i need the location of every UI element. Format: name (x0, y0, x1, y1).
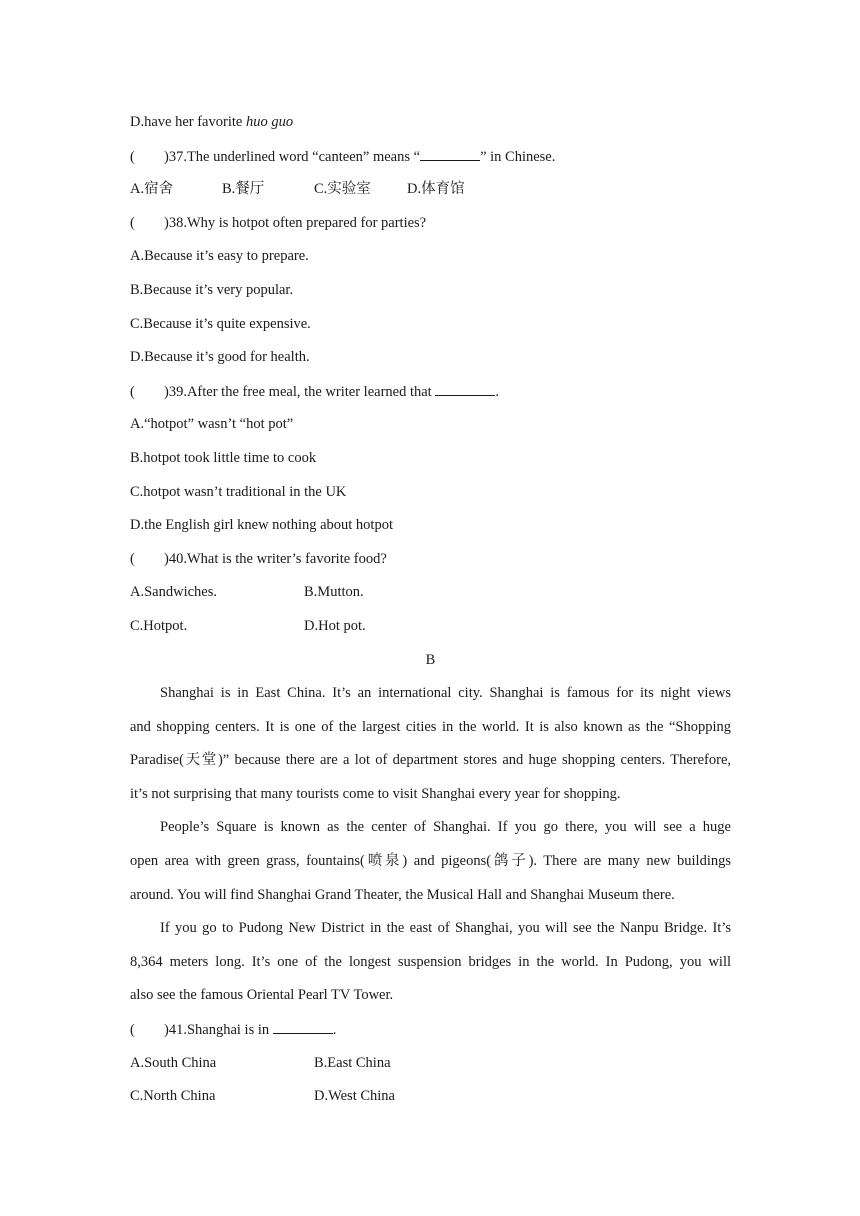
passage-paragraph-1: Shanghai is in East China. It’s an international city. Shanghai is famous for its night views and shopping centers. It is one of the largest cities in the world. It is also known as the “Shopping Paradise(天堂)” because there are a lot of department stores and huge shopping centers. Therefore, it’s not surprising that many tourists come to visit Shanghai every year for shopping. (130, 685, 731, 802)
q38-question: ( )38.Why is hotpot often prepared for parties? (130, 214, 427, 231)
q39-option-a[interactable]: A.“hotpot” wasn’t “hot pot” (130, 416, 294, 433)
option-a[interactable]: A.South China (130, 1054, 217, 1071)
q38-option-b[interactable]: B.Because it’s very popular. (130, 281, 294, 298)
option-b[interactable]: B.East China (314, 1054, 391, 1071)
passage-paragraph-3: If you go to Pudong New District in the east of Shanghai, you will see the Nanpu Bridge. It’s 8,364 meters long. It’s one of the longest suspension bridges in the world. In Pudong, you will also see the famous Oriental Pearl TV Tower. (130, 920, 731, 1004)
q39-question: ( )39.After the free meal, the writer learned that . (130, 381, 731, 415)
answer-blank[interactable] (420, 146, 480, 161)
q41-options-row1 (130, 1053, 731, 1087)
q37-question: ( )37.The underlined word “canteen” means “ ” in Chinese. (130, 146, 731, 180)
option-b[interactable]: B.餐厅 (222, 181, 265, 198)
q36-option-d: D.have her favorite huo guo (130, 114, 294, 130)
q38-option-a[interactable]: A.Because it’s easy to prepare. (130, 248, 309, 265)
option-d[interactable]: D.Hot pot. (304, 617, 366, 634)
q39-option-c[interactable]: C.hotpot wasn’t traditional in the UK (130, 483, 347, 500)
answer-blank[interactable] (273, 1019, 333, 1034)
q41-options-row2 (130, 1086, 731, 1120)
option-c[interactable]: C.North China (130, 1088, 216, 1105)
q39-option-d[interactable]: D.the English girl knew nothing about hotpot (130, 517, 393, 534)
option-c[interactable]: C.实验室 (314, 181, 371, 198)
option-d[interactable]: D.体育馆 (407, 181, 465, 198)
option-b[interactable]: B.Mutton. (304, 584, 364, 601)
q39-option-b[interactable]: B.hotpot took little time to cook (130, 449, 317, 466)
option-a[interactable]: A.宿舍 (130, 181, 174, 198)
passage-paragraph-2: People’s Square is known as the center of Shanghai. If you go there, you will see a huge open area with green grass, fountains(喷泉) and pigeons(鸽子). There are many new buildings around. You will find Shanghai Grand Theater, the Musical Hall and Shanghai Museum there. (130, 819, 731, 903)
q40-options-row1 (130, 582, 731, 616)
q40-question: ( )40.What is the writer’s favorite food? (130, 550, 387, 567)
worksheet-page (130, 112, 731, 1120)
q40-options-row2 (130, 616, 731, 650)
section-heading: B (425, 651, 436, 668)
q37-options (130, 179, 731, 213)
option-d[interactable]: D.West China (314, 1088, 395, 1105)
q41-question: ( )41.Shanghai is in . (130, 1019, 731, 1053)
option-a[interactable]: A.Sandwiches. (130, 584, 217, 601)
option-c[interactable]: C.Hotpot. (130, 617, 188, 634)
q38-option-c[interactable]: C.Because it’s quite expensive. (130, 315, 311, 332)
answer-blank[interactable] (435, 381, 495, 396)
q38-option-d[interactable]: D.Because it’s good for health. (130, 349, 310, 366)
